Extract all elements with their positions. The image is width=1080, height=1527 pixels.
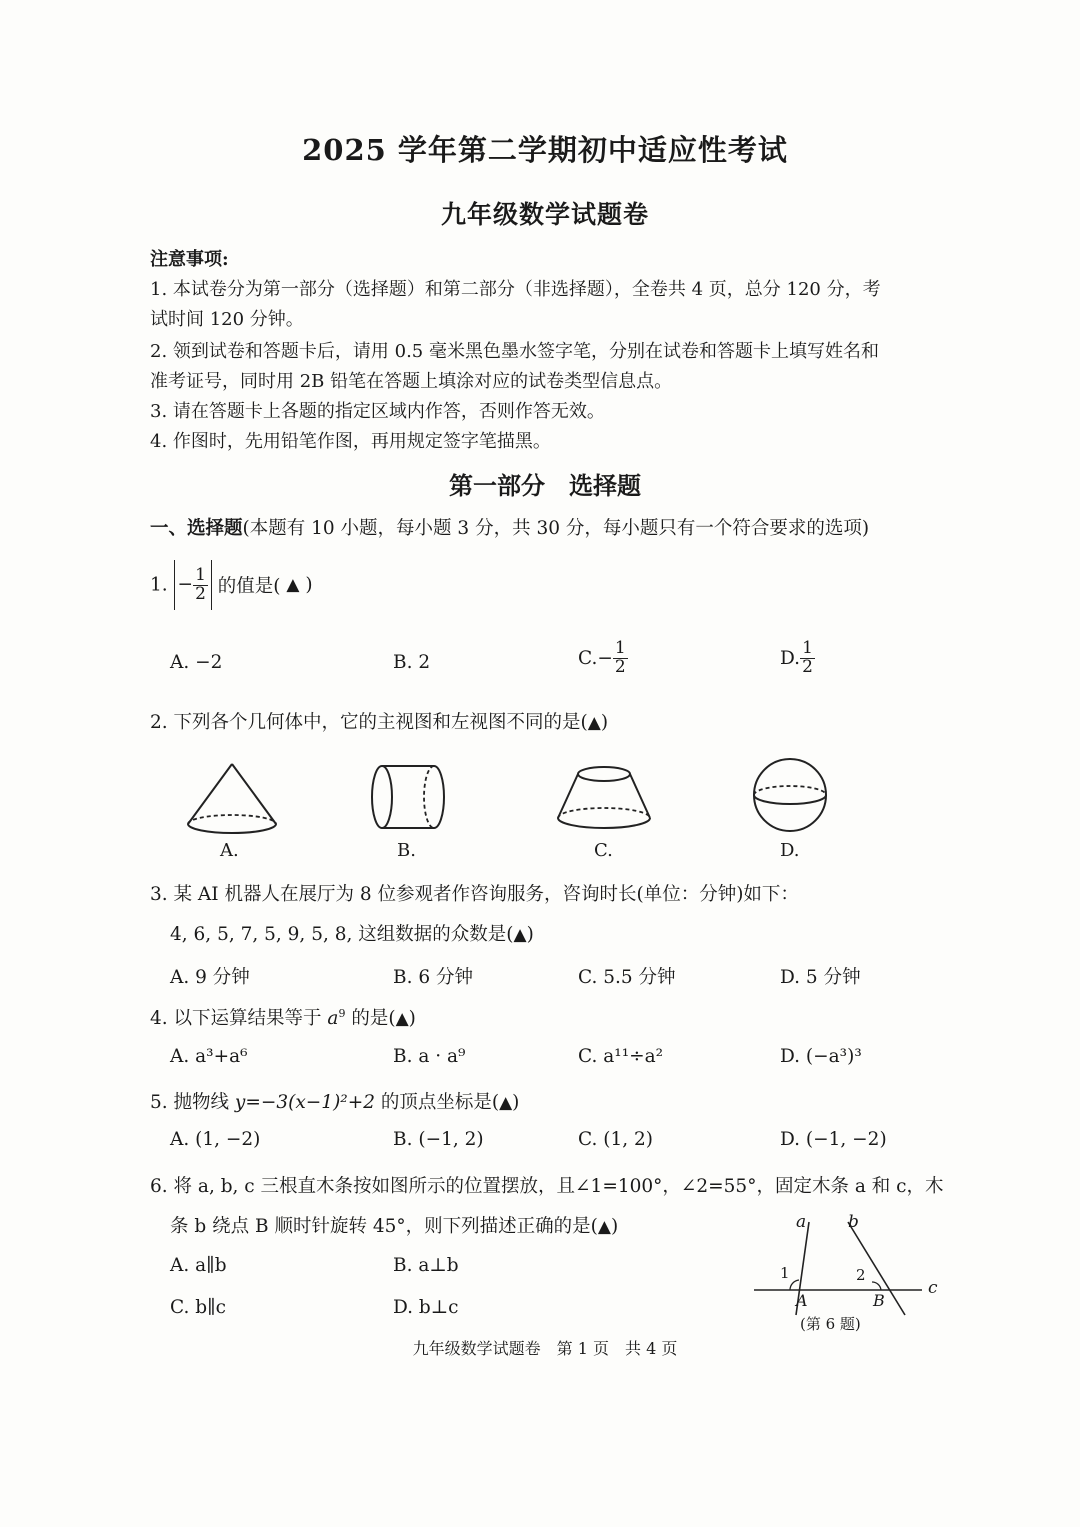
question-stem: 5. 抛物线 — [150, 1092, 235, 1113]
page-footer: 九年级数学试题卷 第 1 页 共 4 页 — [412, 1339, 678, 1358]
page-subtitle: 九年级数学试题卷 — [440, 200, 649, 229]
question-4 — [150, 1004, 416, 1030]
question-stem: 2. 下列各个几何体中，它的主视图和左视图不同的是( — [150, 712, 588, 733]
fraction-denominator: 2 — [195, 583, 206, 604]
option-d — [780, 640, 815, 677]
option-b: B. a · a⁹ — [393, 1046, 466, 1067]
option-d: D. b⊥c — [393, 1297, 459, 1318]
fraction — [800, 640, 815, 677]
minus-sign: − — [177, 574, 194, 595]
notice-line: 1. 本试卷分为第一部分（选择题）和第二部分（非选择题），全卷共 4 页，总分 120 分，考 — [150, 279, 881, 300]
point-a-label: A — [796, 1291, 808, 1310]
question-data: 4, 6, 5, 7, 5, 9, 5, 8, 这组数据的众数是( — [170, 924, 514, 945]
answer-triangle-icon: ▲ — [499, 1093, 513, 1113]
answer-triangle-icon: ▲ — [597, 1217, 611, 1237]
line-a-label: a — [796, 1212, 807, 1232]
figure-caption: (第 6 题) — [800, 1315, 861, 1333]
option-c: C. b∥c — [170, 1297, 227, 1318]
fraction-numerator: 1 — [802, 638, 813, 658]
angle-2-label: 2 — [856, 1266, 866, 1284]
fraction-numerator: 1 — [614, 638, 626, 658]
part-description: (本题有 10 小题，每小题 3 分，共 30 分，每小题只有一个符合要求的选项) — [242, 518, 870, 539]
option-a: A. a∥b — [170, 1255, 227, 1276]
fraction — [613, 640, 628, 677]
option-a: A. (1, −2) — [170, 1129, 261, 1150]
figure-label-b: B. — [397, 840, 416, 861]
notice-line: 3. 请在答题卡上各题的指定区域内作答，否则作答无效。 — [150, 401, 605, 422]
fraction — [193, 564, 208, 604]
question-close-paren: ) — [610, 1216, 619, 1237]
option-d-prefix: D. — [780, 647, 801, 669]
question-3: 3. 某 AI 机器人在展厅为 8 位参观者作咨询服务，咨询时长(单位：分钟)如下： — [150, 884, 799, 905]
notice-line: 试时间 120 分钟。 — [150, 309, 304, 330]
option-b: B. (−1, 2) — [393, 1129, 484, 1150]
answer-triangle-icon: ▲ — [513, 925, 527, 945]
option-b: B. a⊥b — [393, 1255, 459, 1276]
figure-label-c: C. — [594, 840, 613, 861]
question-number: 1. — [150, 574, 168, 596]
option-a: A. 9 分钟 — [170, 967, 250, 988]
line-c-label: c — [928, 1278, 938, 1298]
option-c — [578, 640, 628, 677]
option-d: D. 5 分钟 — [780, 967, 861, 988]
fraction-numerator: 1 — [195, 564, 206, 585]
question-1 — [150, 560, 313, 610]
option-d: D. (−a³)³ — [780, 1046, 862, 1067]
question-stem: 条 b 绕点 B 顺时针旋转 45°，则下列描述正确的是( — [170, 1216, 598, 1237]
line-b-label: b — [848, 1212, 859, 1232]
math-exponent: 9 — [338, 1006, 346, 1020]
frustum-figure — [552, 762, 657, 834]
question-stem-end: 的是( — [345, 1008, 396, 1029]
question-stem-end: 的顶点坐标是( — [374, 1092, 500, 1113]
fraction-denominator: 2 — [802, 656, 813, 677]
question-5 — [150, 1088, 519, 1114]
part-heading-label: 一、选择题 — [150, 518, 243, 539]
question-close-paren: ) — [526, 924, 534, 945]
sphere-figure — [752, 757, 832, 837]
question-6: 6. 将 a, b, c 三根直木条按如图所示的位置摆放，且∠1=100°，∠2=55°，固定木条 a 和 c，木 — [150, 1176, 944, 1197]
notice-line: 准考证号，同时用 2B 铅笔在答题上填涂对应的试卷类型信息点。 — [150, 371, 673, 392]
page-title: 2025 学年第二学期初中适应性考试 — [302, 133, 788, 167]
option-c: C. 5.5 分钟 — [578, 967, 676, 988]
question-close-paren: ) — [600, 712, 609, 733]
cone-figure — [180, 760, 290, 835]
cylinder-figure — [364, 762, 454, 834]
figure-label-d: D. — [780, 840, 800, 861]
option-b: B. 6 分钟 — [393, 967, 474, 988]
answer-triangle-icon: ▲ — [587, 713, 601, 733]
option-a: A. a³+a⁶ — [170, 1046, 248, 1067]
question-close-paren: ) — [512, 1092, 520, 1113]
part-heading — [150, 514, 869, 540]
question-6-line2 — [170, 1212, 618, 1238]
fraction-denominator: 2 — [614, 656, 626, 677]
option-d: D. (−1, −2) — [780, 1129, 887, 1150]
option-c: C. a¹¹÷a² — [578, 1046, 664, 1067]
question-3-data — [170, 920, 534, 946]
answer-triangle-icon: ▲ — [395, 1009, 409, 1029]
question-stem: 4. 以下运算结果等于 — [150, 1008, 328, 1029]
question-stem: 的值是( — [217, 576, 281, 597]
option-a: A. −2 — [170, 652, 223, 673]
point-b-label: B — [873, 1291, 885, 1310]
math-expression: y=−3(x−1)²+2 — [234, 1092, 375, 1113]
option-c: C. (1, 2) — [578, 1129, 653, 1150]
math-variable: a — [327, 1008, 339, 1029]
option-c-prefix: C.− — [578, 647, 613, 669]
angle-1-label: 1 — [780, 1264, 790, 1282]
notice-line: 2. 领到试卷和答题卡后，请用 0.5 毫米黑色墨水签字笔，分别在试卷和答题卡上填写姓名和 — [150, 341, 879, 362]
section-title: 第一部分 选择题 — [449, 471, 641, 500]
answer-triangle-icon: ▲ — [286, 575, 300, 595]
notice-heading: 注意事项: — [150, 249, 229, 270]
option-b: B. 2 — [393, 652, 431, 673]
absolute-value-expression — [174, 560, 212, 610]
question-close-paren: ) — [408, 1008, 416, 1029]
question-2 — [150, 708, 608, 734]
figure-label-a: A. — [220, 840, 239, 861]
notice-line: 4. 作图时，先用铅笔作图，再用规定签字笔描黑。 — [150, 431, 551, 452]
question-close-paren: ) — [305, 574, 313, 596]
